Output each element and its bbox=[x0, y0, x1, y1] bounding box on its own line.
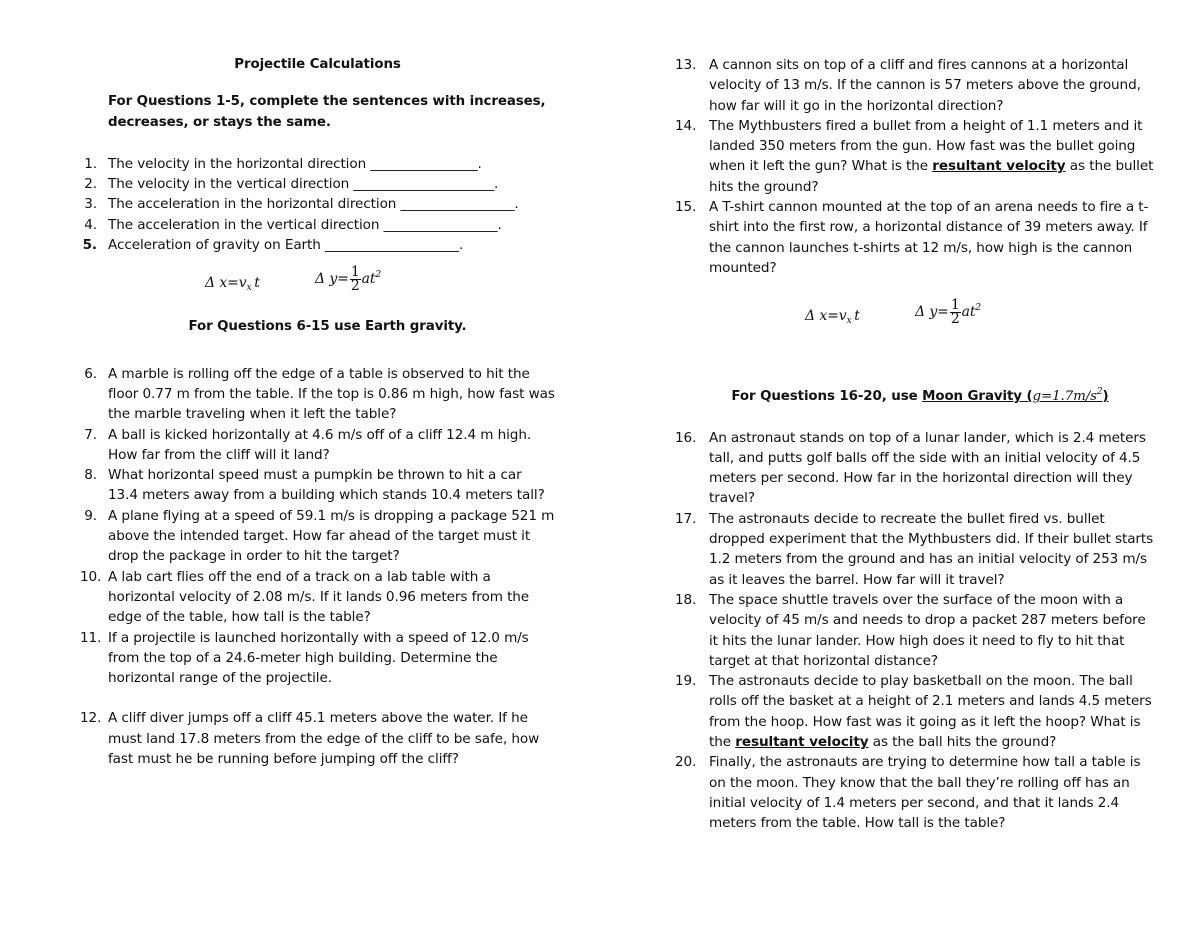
question-12-list bbox=[80, 708, 555, 769]
horizontal-displacement-formula: Δ $x=v_x$ t bbox=[205, 275, 260, 294]
question-18: 18. The space shuttle travels over the surface of the moon with a velocity of 45 m/s and needs to drop a packet 287 meters before it hits the lunar lander. How high does it need to fly to hit that target at that horizontal distance? bbox=[675, 591, 1146, 669]
question-8: 8. What horizontal speed must a pumpkin be thrown to hit a car 13.4 meters away from a building which stands 10.4 meters tall? bbox=[84, 467, 545, 504]
document-title: Projectile Calculations bbox=[234, 57, 401, 72]
question-15: 15. A T-shirt cannon mounted at the top of an arena needs to fire a t-shirt into the first row, a horizontal distance of 39 meters away. If the cannon launches t-shirts at 12 m/s, how high is the cannon mounted? bbox=[675, 199, 1149, 276]
horizontal-displacement-formula-right: Δ $x=v_x$ t bbox=[805, 308, 860, 327]
right-column bbox=[675, 55, 1155, 834]
questions-16-18-list bbox=[675, 428, 1155, 672]
vertical-displacement-formula-right: Δ y= $\frac{1}{2}$ $at^2$ bbox=[915, 296, 982, 327]
question-10: 10. A lab cart flies off the end of a track on a lab table with a horizontal velocity of 2.08 m/s. If it lands 0.96 meters from the edge of the table, how tall is the table? bbox=[80, 568, 530, 626]
questions-6-11-list bbox=[80, 364, 555, 689]
question-14: 14. The Mythbusters fired a bullet from a height of 1.1 meters and it landed 350 meters from the gun. How fast was the bullet going when it left the gun? What is the resultant velocity as the bullet hits the ground? bbox=[675, 117, 1154, 195]
moon-gravity-formula: $g=1.7m/s^2$ bbox=[1032, 387, 1103, 405]
question-4: 4. The acceleration in the vertical direction _________________. bbox=[84, 216, 502, 233]
kinematics-formulas-right bbox=[675, 298, 1155, 340]
question-11: 11. If a projectile is launched horizontally with a speed of 12.0 m/s from the top of a 24.6-meter high building. Determine the horizontal range of the projectile. bbox=[80, 629, 529, 687]
instruction-questions-16-20: For Questions 16-20, use Moon Gravity $(g=1.7m/s^2)$ bbox=[731, 387, 1109, 405]
question-7: 7. A ball is kicked horizontally at 4.6 m/s off of a cliff 12.4 m high. How far from the cliff will it land? bbox=[84, 426, 532, 463]
questions-19-20-list bbox=[675, 671, 1155, 833]
question-5: 5. Acceleration of gravity on Earth ____________________. bbox=[82, 237, 464, 254]
question-3: 3. The acceleration in the horizontal direction _________________. bbox=[84, 196, 519, 213]
question-19: 19. The astronauts decide to play basketball on the moon. The ball rolls off the basket at a height of 2.1 meters and lands 4.5 meters from the hoop. How fast was it going as it left the hoop? What is the resultant velocity as the ball hits the ground? bbox=[675, 673, 1152, 751]
instruction-questions-1-5: For Questions 1-5, complete the sentences with increases, decreases, or stays the same. bbox=[108, 94, 546, 130]
question-17: 17. The astronauts decide to recreate the bullet fired vs. bullet dropped experiment that the Mythbusters did. If their bullet starts 1.2 meters from the ground and has an initial velocity of 253 m/s as it leaves the barrel. How far will it travel? bbox=[675, 510, 1154, 588]
resultant-velocity-emphasis: resultant velocity bbox=[932, 158, 1066, 175]
resultant-velocity-emphasis-2: resultant velocity bbox=[735, 734, 869, 751]
questions-1-5-list bbox=[80, 154, 555, 255]
instruction-questions-6-15: For Questions 6-15 use Earth gravity. bbox=[188, 319, 467, 335]
question-13: 13. A cannon sits on top of a cliff and fires cannons at a horizontal velocity of 13 m/s. If the cannon is 57 meters above the ground, how far will it go in the horizontal direction? bbox=[675, 57, 1141, 114]
vertical-displacement-formula: Δ y= $\frac{1}{2}$ $at^2$ bbox=[315, 263, 382, 294]
question-6: 6. A marble is rolling off the edge of a table is observed to hit the floor 0.77 m from the table. If the top is 0.86 m high, how fast was the marble traveling when it left the table? bbox=[84, 365, 555, 423]
question-2: 2. The velocity in the vertical direction _____________________. bbox=[84, 176, 499, 193]
kinematics-formulas-left bbox=[80, 265, 555, 307]
question-1: 1. The velocity in the horizontal direction ________________. bbox=[84, 155, 482, 172]
questions-13-15-list bbox=[675, 55, 1155, 278]
left-column bbox=[80, 55, 555, 769]
question-20: 20. Finally, the astronauts are trying to determine how tall a table is on the moon. They know that the ball they’re rolling off has an initial velocity of 1.4 meters per second, and that it lands 2.4 meters from the table. How tall is the table? bbox=[675, 754, 1141, 832]
question-9: 9. A plane flying at a speed of 59.1 m/s is dropping a package 521 m above the intended target. How far ahead of the target must it drop the package in order to hit the target? bbox=[84, 507, 555, 565]
question-16: 16. An astronaut stands on top of a lunar lander, which is 2.4 meters tall, and putts golf balls off the side with an initial velocity of 4.5 meters per second. How far in the horizontal direction will they travel? bbox=[675, 429, 1146, 507]
question-12: 12. A cliff diver jumps off a cliff 45.1 meters above the water. If he must land 17.8 meters from the edge of the cliff to be safe, how fast must he be running before jumping off the cliff? bbox=[80, 710, 540, 768]
